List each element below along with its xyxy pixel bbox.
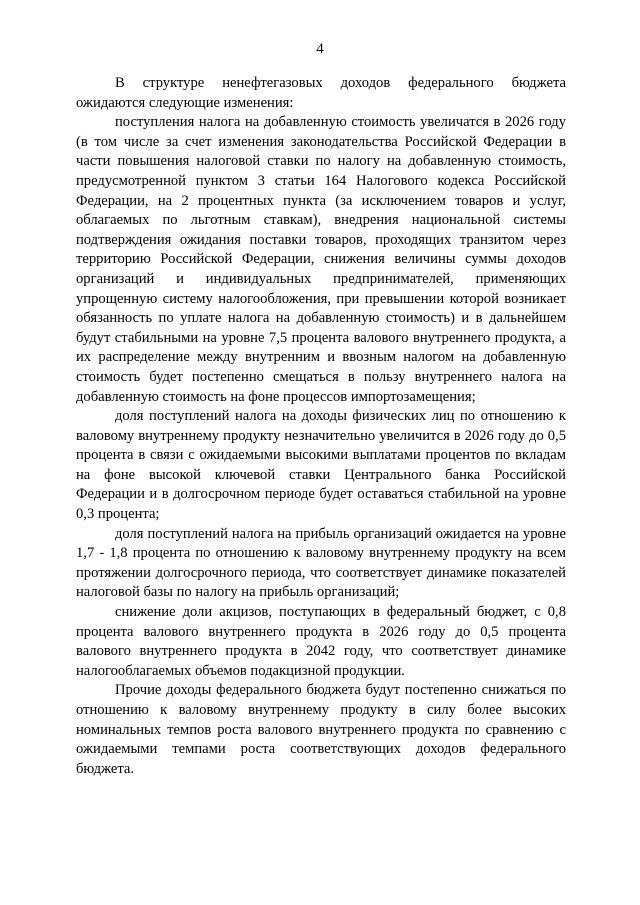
paragraph-vat: поступления налога на добавленную стоимость увеличатся в 2026 году (в том числе за счет изменения законодательства Российской Федерации в части повышения налоговой ставки по налогу на добавленную стоимость, предусмотренной пунктом 3 статьи 164 Налогового кодекса Российской Федерации, на 2 процентных пункта (за исключением товаров и услуг, облагаемых по льготным ставкам), внедрения национальной системы подтверждения ожидания поставки товаров, проходящих транзитом через территорию Российской Федерации, снижения величины суммы доходов организаций и индивидуальных предпринимателей, применяющих упрощенную систему налогообложения, при превышении которой возникает обязанность по уплате налога на добавленную стоимость) и в дальнейшем будут стабильными на уровне 7,5 процента валового внутреннего продукта, а их распределение между внутренним и ввозным налогом на добавленную стоимость будет постепенно смещаться в пользу внутреннего налога на добавленную стоимость на фоне процессов импортозамещения;: [76, 114, 566, 405]
page-number: 4: [316, 41, 324, 57]
paragraph-excise: снижение доли акцизов, поступающих в федеральный бюджет, с 0,8 процента валового внутреннего продукта в 2026 году до 0,5 процента валового внутреннего продукта в 2042 году, что соответствует динамике налогооблагаемых объемов подакцизной продукции.: [76, 604, 566, 679]
paragraph-other-revenues: Прочие доходы федерального бюджета будут постепенно снижаться по отношению к валовому внутреннему продукту в силу более высоких номинальных темпов роста валового внутреннего продукта по сравнению с ожидаемыми темпами роста соответствующих доходов федерального бюджета.: [76, 682, 566, 777]
paragraph-intro: В структуре ненефтегазовых доходов федерального бюджета ожидаются следующие изменения:: [76, 75, 566, 111]
paragraph-corporate-profit-tax: доля поступлений налога на прибыль организаций ожидается на уровне 1,7 - 1,8 процента по отношению к валовому внутреннему продукту на всем протяжении долгосрочного периода, что соответствует динамике показателей налоговой базы по налогу на прибыль организаций;: [76, 525, 566, 601]
paragraph-personal-income-tax: доля поступлений налога на доходы физических лиц по отношению к валовому внутреннему продукту незначительно увеличится в 2026 году до 0,5 процента в связи с ожидаемыми высокими выплатами процентов по вкладам на фоне высокой ключевой ставки Центрального банка Российской Федерации и в долгосрочном периоде будет оставаться стабильной на уровне 0,3 процента;: [76, 408, 566, 523]
document-body: [76, 74, 566, 779]
